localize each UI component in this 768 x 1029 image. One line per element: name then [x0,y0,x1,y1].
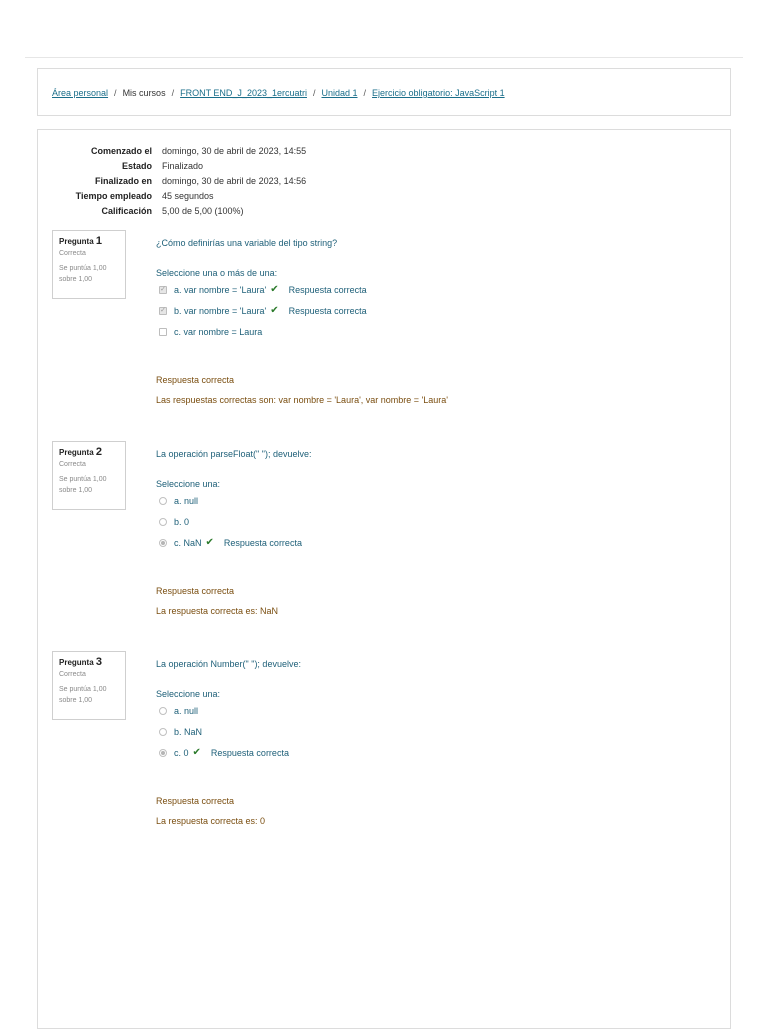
question-grade-line: sobre 1,00 [59,276,93,283]
question-state: Correcta [59,671,86,678]
breadcrumb-bar [37,68,731,116]
answer-feedback: Respuesta correcta [288,284,367,295]
question-grade [59,684,119,706]
feedback-title: Respuesta correcta [156,375,235,385]
answer-label: c. NaN [174,537,202,548]
question-grade-line: Se puntúa 1,00 [59,686,107,693]
summary-value: 5,00 de 5,00 (100%) [162,206,244,216]
answer-label: a. var nombre = 'Laura' [174,284,267,295]
breadcrumb-item-mis-cursos: Mis cursos [122,88,166,98]
check-icon: ✔ [270,284,279,295]
answer-radio[interactable] [159,539,167,547]
question-content-3 [156,657,301,831]
question-grade [59,474,119,496]
summary-value: 45 segundos [162,191,214,201]
question-feedback [156,370,448,410]
question-content-2 [156,447,311,621]
answer-radio[interactable] [159,749,167,757]
answer-label: b. 0 [174,516,190,527]
question-number [59,235,119,247]
answer-label: b. var nombre = 'Laura' [174,305,267,316]
answer-prompt: Seleccione una: [156,479,221,489]
question-text: ¿Cómo definirías una variable del tipo string? [156,238,338,248]
question-number-value: 2 [95,446,103,458]
breadcrumb-item-area-personal[interactable]: Área personal [52,88,109,98]
breadcrumb-separator: / [171,88,175,98]
answer-prompt: Seleccione una: [156,689,221,699]
answer-option [156,279,448,300]
question-content-1 [156,236,448,410]
answer-option [156,700,301,721]
summary-row-state [58,159,306,174]
answer-label: c. 0 [174,747,189,758]
feedback-detail: La respuesta correcta es: NaN [156,606,279,616]
summary-row-grade [58,204,306,219]
breadcrumb-separator: / [114,88,117,98]
question-prefix: Pregunta [59,237,94,246]
question-info-3 [52,651,126,720]
summary-label: Calificación [101,206,152,216]
answer-label: a. null [174,705,199,716]
header-divider [25,57,743,58]
answer-option [156,532,311,553]
feedback-detail: Las respuestas correctas son: var nombre = 'Laura', var nombre = 'Laura' [156,395,449,405]
answer-option [156,321,448,342]
answer-prompt: Seleccione una o más de una: [156,268,278,278]
summary-row-started [58,144,306,159]
summary-row-finished [58,174,306,189]
check-icon: ✔ [192,747,201,758]
feedback-detail: La respuesta correcta es: 0 [156,816,266,826]
summary-label: Tiempo empleado [75,191,152,201]
question-feedback [156,791,301,831]
question-info-2 [52,441,126,510]
question-prefix: Pregunta [59,448,94,457]
answer-option [156,300,448,321]
question-state: Correcta [59,461,86,468]
question-number [59,656,119,668]
question-number-value: 1 [95,235,103,247]
breadcrumb-item-course[interactable]: FRONT END_J_2023_1ercuatri [180,88,307,98]
question-grade-line: Se puntúa 1,00 [59,476,107,483]
breadcrumb [52,88,505,98]
breadcrumb-item-exercise[interactable]: Ejercicio obligatorio: JavaScript 1 [372,88,505,98]
answer-label: b. NaN [174,726,203,737]
feedback-title: Respuesta correcta [156,796,235,806]
summary-label: Estado [121,161,152,171]
question-number [59,446,119,458]
question-number-value: 3 [95,656,103,668]
answer-option [156,511,311,532]
question-grade [59,263,119,285]
check-icon: ✔ [205,537,214,548]
question-info-1 [52,230,126,299]
answer-option [156,742,301,763]
breadcrumb-item-unit[interactable]: Unidad 1 [321,88,358,98]
question-text: La operación Number(" "); devuelve: [156,659,301,669]
check-icon: ✔ [270,305,279,316]
summary-label: Comenzado el [90,146,152,156]
question-grade-line: sobre 1,00 [59,487,93,494]
summary-label: Finalizado en [94,176,152,186]
answer-checkbox[interactable]: ✓ [160,307,166,314]
feedback-title: Respuesta correcta [156,586,235,596]
question-grade-line: sobre 1,00 [59,697,93,704]
breadcrumb-separator: / [363,88,367,98]
answer-feedback: Respuesta correcta [288,305,367,316]
question-grade-line: Se puntúa 1,00 [59,265,107,272]
question-prefix: Pregunta [59,658,94,667]
summary-value: domingo, 30 de abril de 2023, 14:56 [162,176,307,186]
question-state: Correcta [59,250,86,257]
answer-feedback: Respuesta correcta [210,747,289,758]
answer-radio[interactable] [159,707,167,715]
summary-value: domingo, 30 de abril de 2023, 14:55 [162,146,307,156]
answer-checkbox[interactable] [159,328,167,336]
question-text: La operación parseFloat(" "); devuelve: [156,449,312,459]
answer-option [156,721,301,742]
answer-radio[interactable] [159,497,167,505]
quiz-review-panel [37,129,731,1029]
question-feedback [156,581,311,621]
breadcrumb-separator: / [312,88,316,98]
answer-checkbox[interactable]: ✓ [160,286,166,293]
answer-label: c. var nombre = Laura [174,326,263,337]
attempt-summary [58,144,306,219]
answer-radio[interactable] [159,728,167,736]
answer-feedback: Respuesta correcta [223,537,302,548]
answer-label: a. null [174,495,199,506]
answer-radio[interactable] [159,518,167,526]
summary-value: Finalizado [162,161,204,171]
answer-option [156,490,311,511]
summary-row-time [58,189,306,204]
